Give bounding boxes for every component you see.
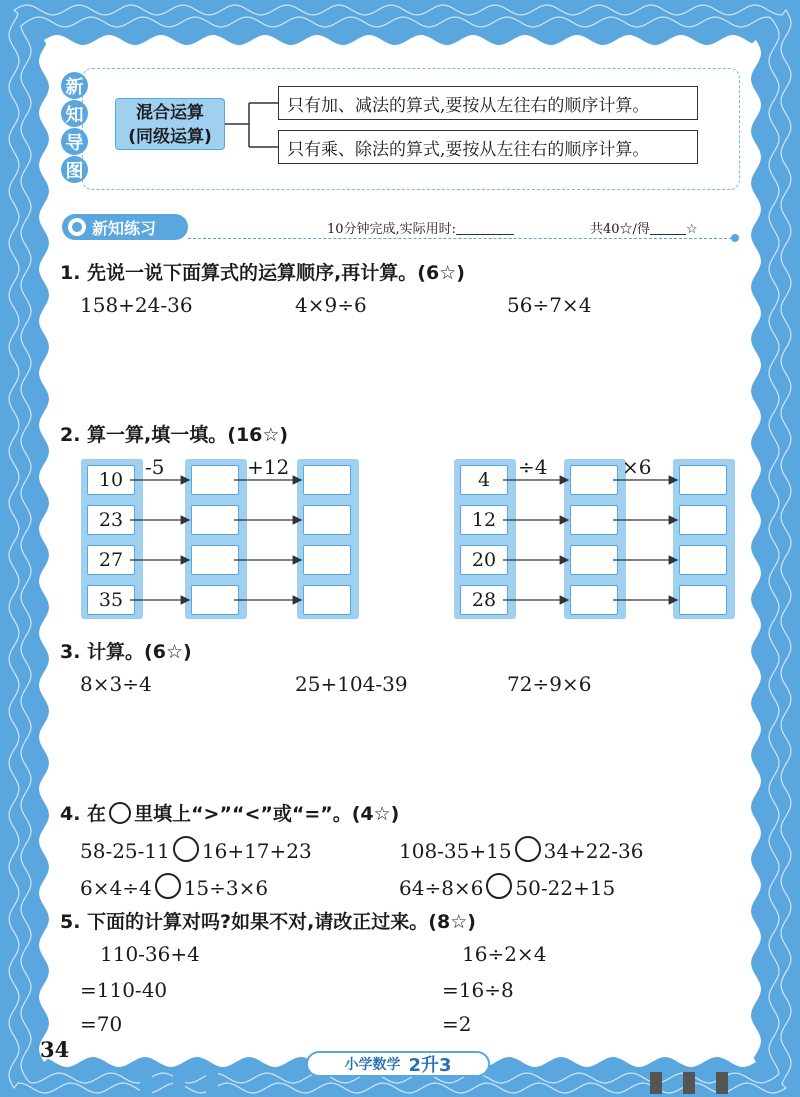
q2-left-input-2: 23 (87, 505, 135, 535)
book-subject: 小学数学 (344, 1057, 401, 1073)
q3-expr-3: 72÷9×6 (507, 672, 592, 696)
q4-blank-circle-1[interactable] (173, 836, 199, 862)
q5-left-line-1: 110-36+4 (100, 942, 200, 966)
q4-right-2: 34+22-36 (543, 839, 644, 863)
page-number: 34 (40, 1037, 70, 1062)
score-prefix: 共40☆/得 (590, 222, 650, 237)
time-label: 10分钟完成,实际用时: (327, 222, 457, 237)
q4-blank-circle-3[interactable] (155, 873, 181, 899)
q2-left-op-2: +12 (247, 455, 290, 479)
q4-right-1: 16+17+23 (201, 839, 312, 863)
q2-title: 2. 算一算,填一填。(16☆) (60, 424, 289, 446)
q4-right-3: 15÷3×6 (183, 876, 269, 900)
q4-left-1: 58-25-11 (80, 839, 170, 863)
q2-right-input-2: 12 (460, 505, 508, 535)
q4-blank-circle-4[interactable] (486, 873, 512, 899)
book-grade: 2升3 (408, 1055, 452, 1076)
q1-expr-2: 4×9÷6 (295, 293, 367, 317)
q2-left-input-1: 10 (87, 465, 135, 495)
q1-title: 1. 先说一说下面算式的运算顺序,再计算。(6☆) (60, 262, 465, 284)
q4-title-circle (109, 802, 131, 824)
badge-char-4: 图 (61, 156, 88, 183)
q4-title-end: 里填上“>”“<”或“=”。(4☆) (134, 803, 400, 825)
q4-left-4: 64÷8×6 (399, 876, 484, 900)
q4-compare-2 (399, 836, 643, 863)
q5-left-line-3: =70 (80, 1012, 123, 1036)
q4-compare-1 (80, 836, 312, 863)
topic-line-2: (同级运算) (128, 127, 212, 147)
q2-right-input-4: 28 (460, 585, 508, 615)
q5-left-line-2: =110-40 (80, 978, 168, 1002)
q5-right-line-3: =2 (442, 1012, 472, 1036)
q2-right-input-3: 20 (460, 545, 508, 575)
q1-expr-3: 56÷7×4 (507, 293, 592, 317)
q4-left-3: 6×4÷4 (80, 876, 152, 900)
rule-add-subtract: 只有加、减法的算式,要按从左往右的顺序计算。 (278, 86, 698, 120)
q5-right-line-2: =16÷8 (442, 978, 514, 1002)
q3-expr-1: 8×3÷4 (80, 672, 152, 696)
q2-right-op-1: ÷4 (518, 455, 548, 479)
q2-right-input-1: 4 (460, 465, 508, 495)
book-title-tag (306, 1051, 490, 1077)
q3-title: 3. 计算。(6☆) (60, 641, 192, 663)
badge-char-2: 知 (61, 100, 88, 127)
score-suffix: ☆ (685, 222, 698, 237)
q2-left-input-3: 27 (87, 545, 135, 575)
q4-compare-4 (399, 873, 615, 900)
q2-left-input-4: 35 (87, 585, 135, 615)
badge-char-1: 新 (61, 72, 88, 99)
practice-title: 新知练习 (92, 218, 157, 238)
q3-expr-2: 25+104-39 (295, 672, 408, 696)
q2-right-op-2: ×6 (622, 455, 652, 479)
q5-right-line-1: 16÷2×4 (462, 942, 547, 966)
badge-char-3: 导 (61, 128, 88, 155)
topic-line-1: 混合运算 (136, 103, 204, 123)
q1-expr-1: 158+24-36 (80, 293, 193, 317)
q4-right-4: 50-22+15 (515, 876, 616, 900)
q4-title-start: 4. 在 (60, 803, 107, 825)
q4-blank-circle-2[interactable] (515, 836, 541, 862)
q4-left-2: 108-35+15 (399, 839, 512, 863)
q2-left-op-1: -5 (145, 455, 165, 479)
q5-title: 5. 下面的计算对吗?如果不对,请改正过来。(8☆) (60, 911, 476, 933)
rule-multiply-divide: 只有乘、除法的算式,要按从左往右的顺序计算。 (278, 130, 698, 164)
q4-compare-3 (80, 873, 268, 900)
q4-title (60, 799, 399, 826)
